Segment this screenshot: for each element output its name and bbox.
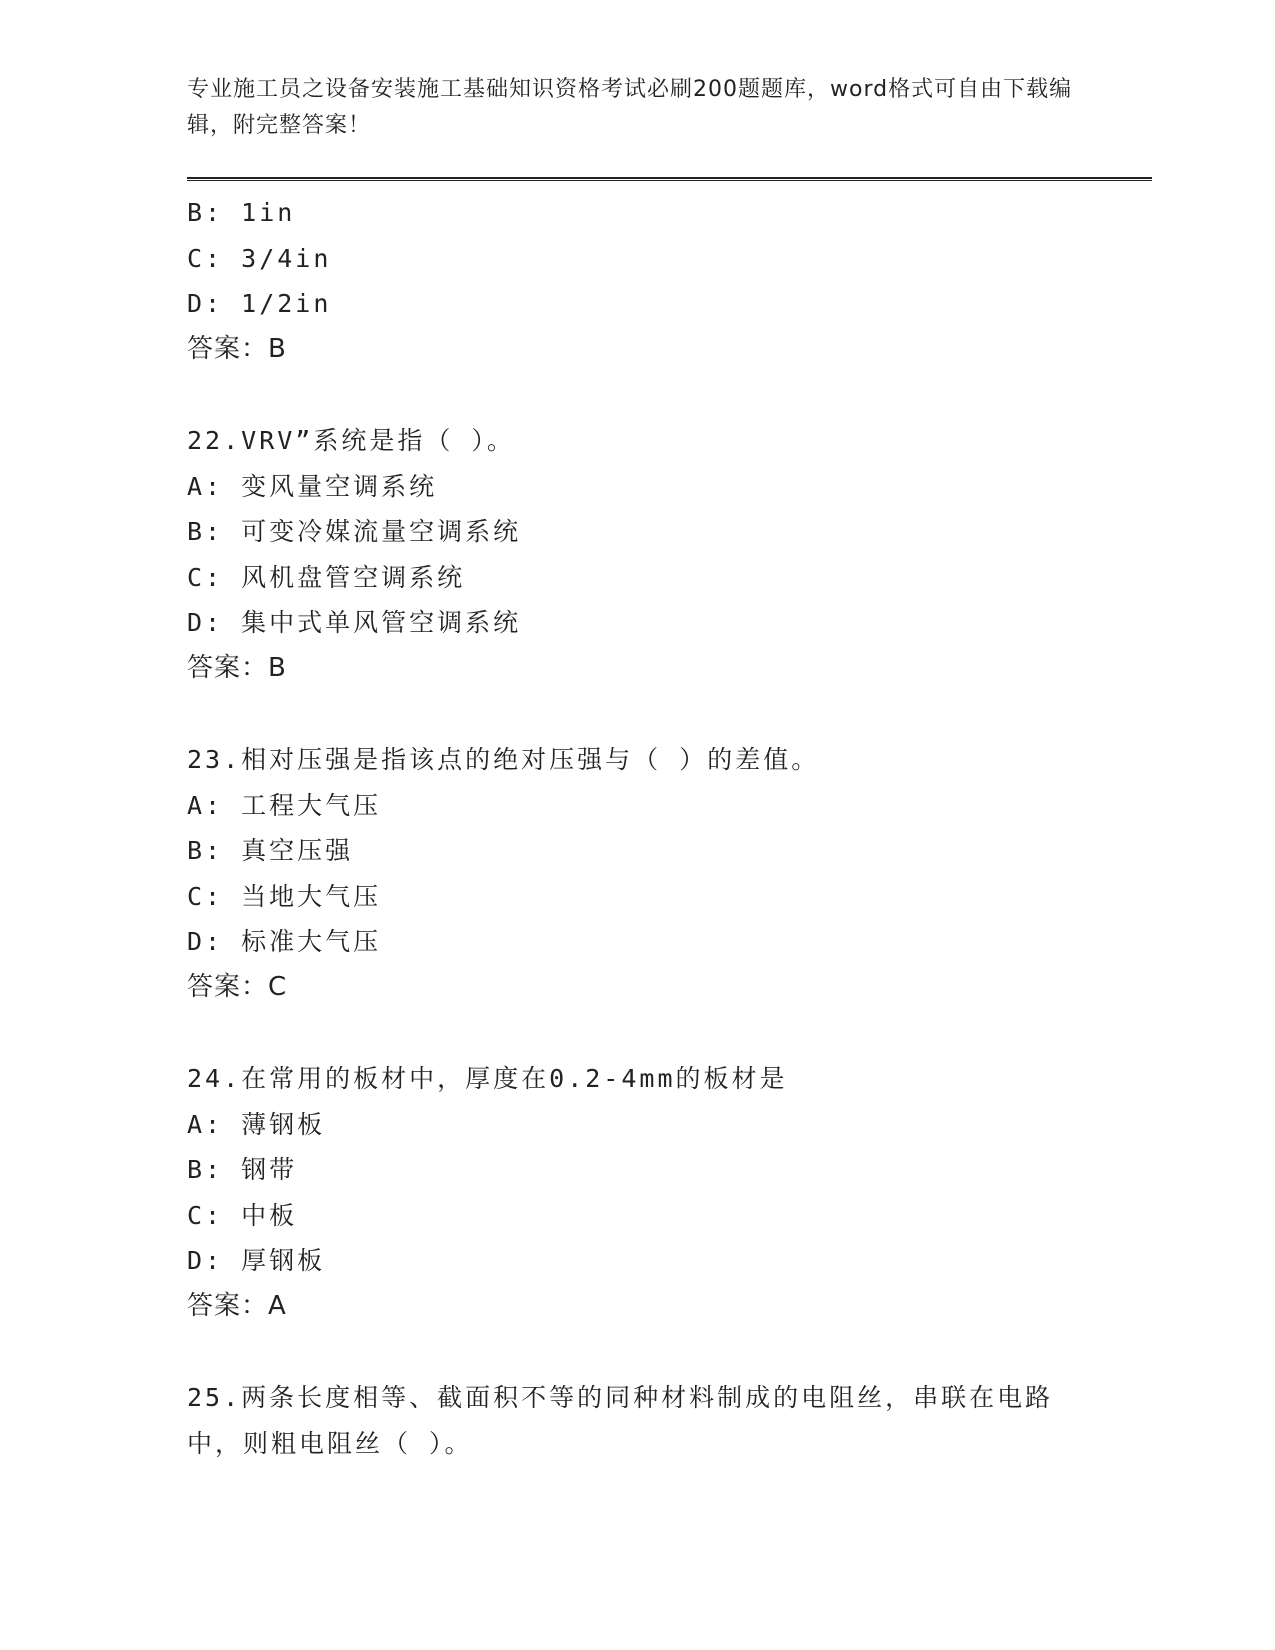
spacer [187, 1010, 1087, 1056]
answer-line: 答案：B [187, 333, 287, 364]
answer-line: 答案：C [187, 971, 288, 1002]
answer-line: 答案：B [187, 652, 287, 683]
option-b: B: 钢带 [187, 1155, 298, 1184]
question-list [187, 190, 1087, 1466]
header-divider [187, 177, 1152, 181]
option-a: A: 薄钢板 [187, 1109, 326, 1139]
option-b: B: 可变冷媒流量空调系统 [187, 517, 522, 546]
question-25 [187, 1375, 1087, 1466]
question-22 [187, 418, 1087, 691]
option-a: A: 工程大气压 [187, 790, 382, 820]
spacer [187, 691, 1087, 737]
question-24 [187, 1056, 1087, 1329]
option-c: C: 风机盘管空调系统 [187, 562, 466, 592]
spacer [187, 372, 1087, 418]
question-stem: 25.两条长度相等、截面积不等的同种材料制成的电阻丝，串联在电路中，则粗电阻丝（ ）。 [187, 1383, 1054, 1458]
option-d: D: 标准大气压 [187, 927, 382, 956]
option-c: C: 当地大气压 [187, 881, 382, 911]
option-d: D: 集中式单风管空调系统 [187, 608, 522, 637]
question-stem: 22.VRV”系统是指（ ）。 [187, 426, 515, 455]
question-stem: 23.相对压强是指该点的绝对压强与（ ）的差值。 [187, 745, 820, 774]
document-header [187, 72, 1087, 144]
question-stem: 24.在常用的板材中，厚度在0.2-4mm的板材是 [187, 1064, 788, 1093]
option-b: B: 真空压强 [187, 836, 354, 865]
option-a: A: 变风量空调系统 [187, 471, 438, 501]
answer-line: 答案：A [187, 1290, 287, 1321]
header-title: 专业施工员之设备安装施工基础知识资格考试必刷200题题库，word格式可自由下载编辑，附完整答案！ [187, 77, 1073, 138]
spacer [187, 1329, 1087, 1375]
option-b: B: 1in [187, 198, 296, 227]
option-d: D: 1/2in [187, 289, 332, 318]
question-23 [187, 737, 1087, 1010]
option-d: D: 厚钢板 [187, 1246, 326, 1275]
option-c: C: 中板 [187, 1200, 298, 1230]
option-c: C: 3/4in [187, 243, 332, 273]
question-21-continuation [187, 190, 1087, 372]
